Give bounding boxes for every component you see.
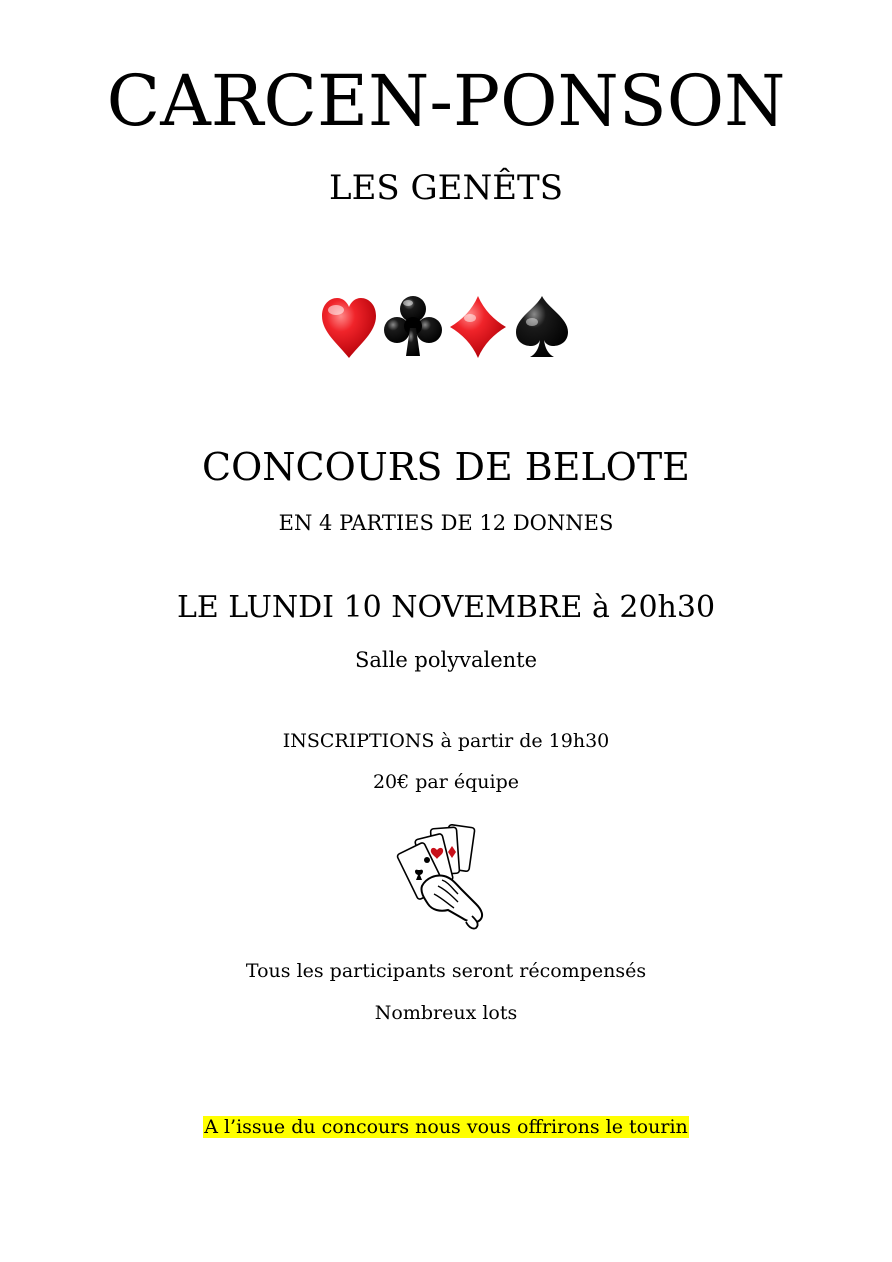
town-name: CARCEN-PONSON (106, 60, 786, 142)
venue-subtitle: LES GENÊTS (328, 168, 563, 208)
highlighted-closing-text: A l’issue du concours nous vous offrirons le tourin (204, 1116, 688, 1138)
club-icon (382, 292, 444, 362)
card-suits-row (0, 292, 892, 364)
hand-holding-cards-icon (392, 820, 496, 932)
event-title: CONCOURS DE BELOTE (202, 445, 690, 489)
event-date-time: LE LUNDI 10 NOVEMBRE à 20h30 (176, 590, 716, 625)
spade-icon (512, 292, 572, 362)
diamond-icon (448, 292, 508, 362)
event-venue: Salle polyvalente (354, 648, 538, 672)
prizes-note: Nombreux lots (374, 1002, 518, 1024)
event-format: EN 4 PARTIES DE 12 DONNES (278, 511, 614, 535)
registration-info: INSCRIPTIONS à partir de 19h30 (282, 730, 610, 752)
participant-rewards: Tous les participants seront récompensés (245, 960, 647, 982)
closing-note (0, 1113, 892, 1141)
entry-price: 20€ par équipe (372, 771, 520, 793)
heart-icon (320, 292, 378, 362)
